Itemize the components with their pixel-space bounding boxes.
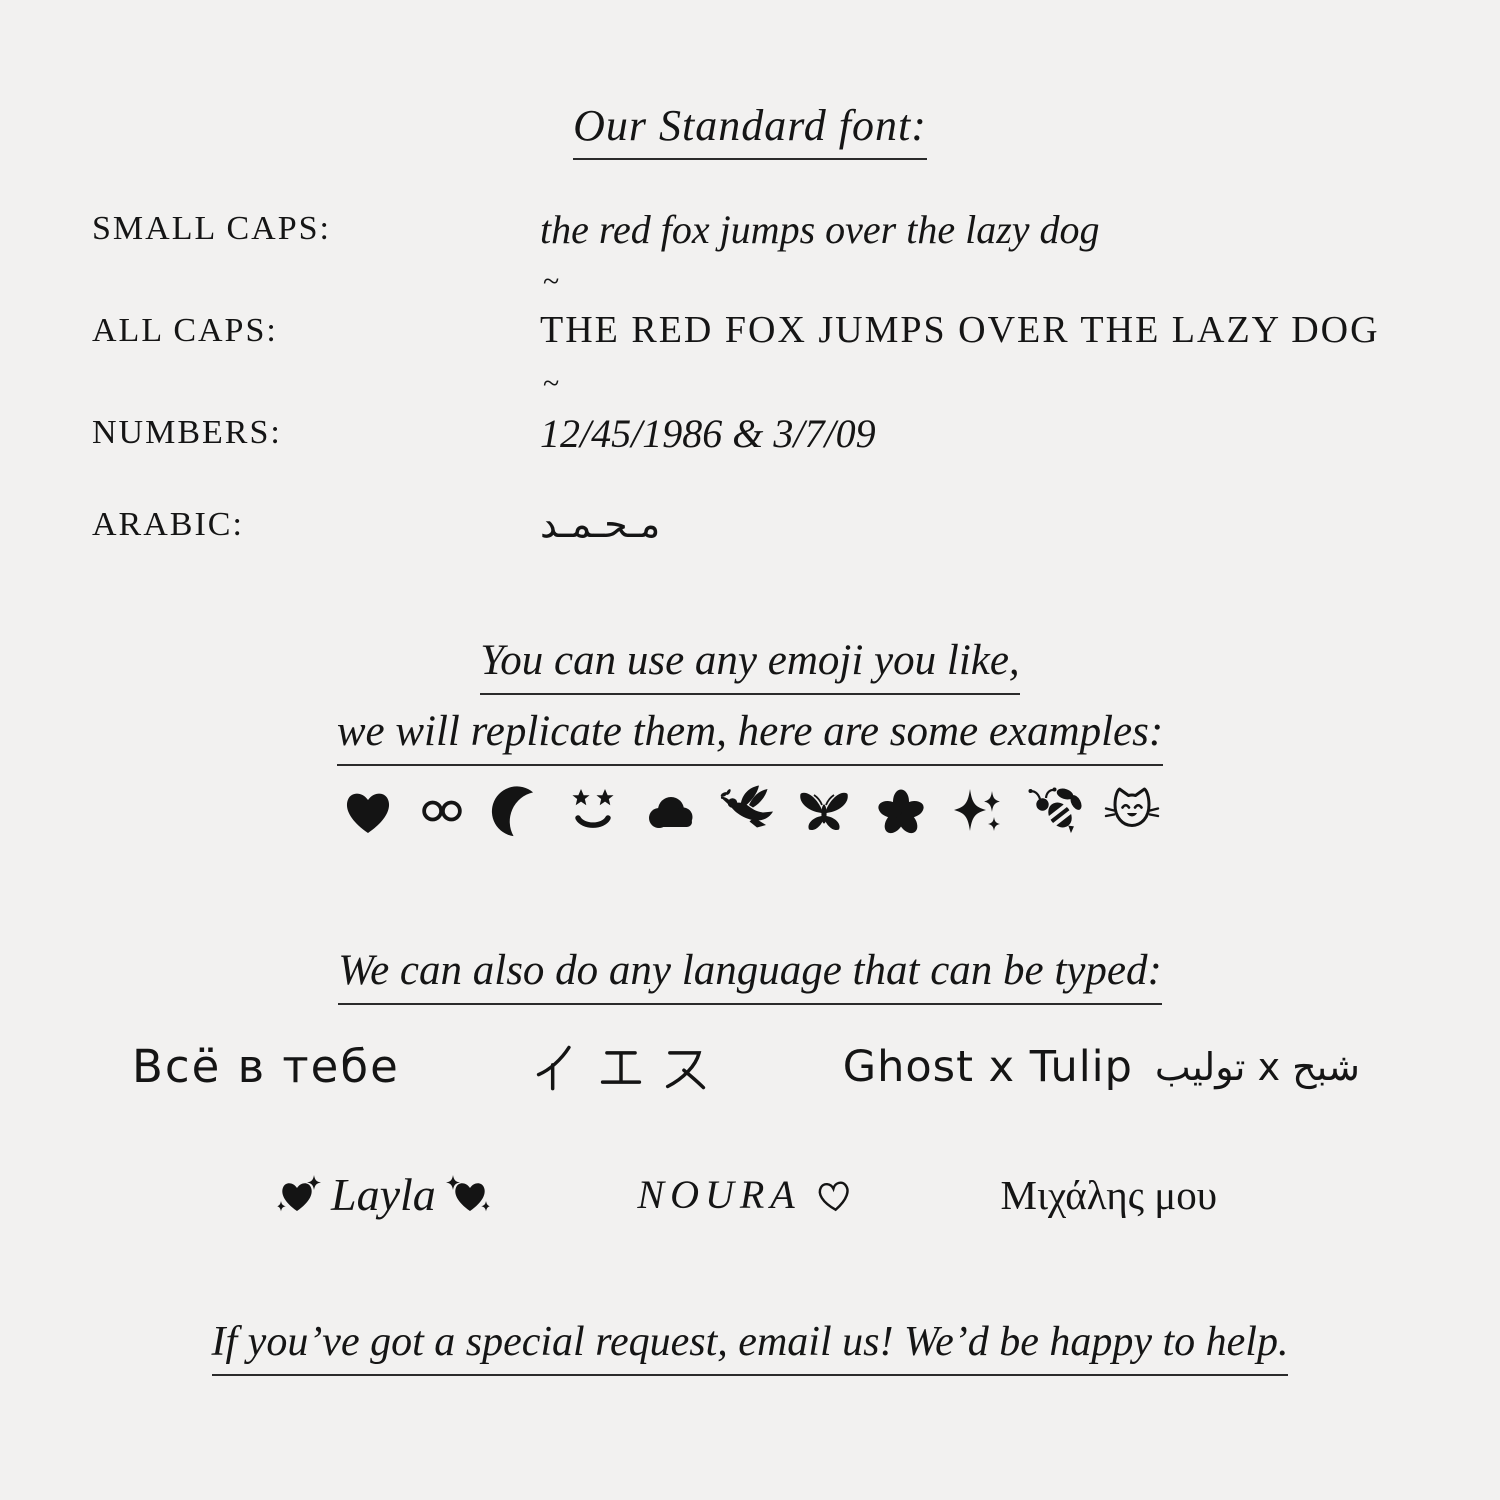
- greek-example: Μιχάλης μου: [1000, 1171, 1217, 1218]
- specimen-label: NUMBERS:: [92, 414, 282, 451]
- sparkling-heart-icon: [277, 1173, 321, 1217]
- footer-row: [0, 1318, 1500, 1376]
- specimen-row-arabic: [0, 504, 1500, 556]
- katakana-e-glyph: [595, 1041, 647, 1093]
- cat-face-icon: [1104, 783, 1160, 839]
- emoji-examples-row: [0, 783, 1500, 839]
- cloud-icon: [642, 783, 698, 839]
- language-heading: We can also do any language that can be typed:: [338, 946, 1162, 1005]
- noura-text: NOURA: [637, 1172, 801, 1217]
- layla-text: Layla: [331, 1169, 436, 1220]
- ghost-tulip-arabic: شبح x توليب: [1154, 1044, 1360, 1089]
- infinity-icon: [417, 786, 467, 836]
- specimen-row-numbers: [0, 412, 1500, 464]
- bee-icon: [1027, 783, 1083, 839]
- crescent-moon-icon: [488, 783, 544, 839]
- emoji-heading-line2: we will replicate them, here are some examples:: [337, 707, 1163, 766]
- title-row: [0, 100, 1500, 151]
- footer-note: If you’ve got a special request, email us! We’d be happy to help.: [212, 1318, 1289, 1376]
- noura-example: [637, 1171, 852, 1218]
- specimen-label: SMALL CAPS:: [92, 210, 331, 247]
- specimen-value-arabic: مـحـمـد: [540, 502, 661, 546]
- specimen-row-all-caps: [0, 310, 1500, 362]
- specimen-value: the red fox jumps over the lazy dog: [540, 207, 1100, 252]
- star-struck-face-icon: [565, 783, 621, 839]
- language-examples-row-1: [0, 1040, 1500, 1093]
- katakana-su-glyph: [659, 1041, 711, 1093]
- butterfly-icon: [796, 783, 852, 839]
- specimen-label: ARABIC:: [92, 506, 244, 543]
- tilde-separator: ~: [543, 367, 560, 400]
- black-heart-icon: [340, 783, 396, 839]
- dove-icon: [719, 783, 775, 839]
- language-section-heading: [0, 946, 1500, 1005]
- page-title: Our Standard font:: [573, 101, 927, 160]
- language-examples-row-2: [0, 1168, 1500, 1221]
- font-specimen-rows: [0, 208, 1500, 556]
- ghost-tulip-example: [843, 1042, 1360, 1092]
- emoji-heading-line1: You can use any emoji you like,: [480, 636, 1019, 695]
- ghost-tulip-latin: Ghost x Tulip: [842, 1041, 1133, 1092]
- russian-example: Всё в тебе: [132, 1040, 400, 1093]
- sparkling-heart-icon: [446, 1173, 490, 1217]
- katakana-i-glyph: [531, 1041, 583, 1093]
- specimen-row-small-caps: [0, 208, 1500, 260]
- japanese-example: [531, 1041, 711, 1093]
- flower-icon: [873, 783, 929, 839]
- emoji-section-heading: [0, 636, 1500, 778]
- white-heart-icon: [813, 1175, 855, 1215]
- specimen-label: ALL CAPS:: [92, 312, 278, 349]
- tilde-separator: ~: [543, 265, 560, 298]
- layla-example: [277, 1168, 490, 1221]
- specimen-value: 12/45/1986 & 3/7/09: [540, 411, 876, 456]
- sparkles-icon: [950, 783, 1006, 839]
- specimen-value: THE RED FOX JUMPS OVER THE LAZY DOG: [540, 309, 1380, 351]
